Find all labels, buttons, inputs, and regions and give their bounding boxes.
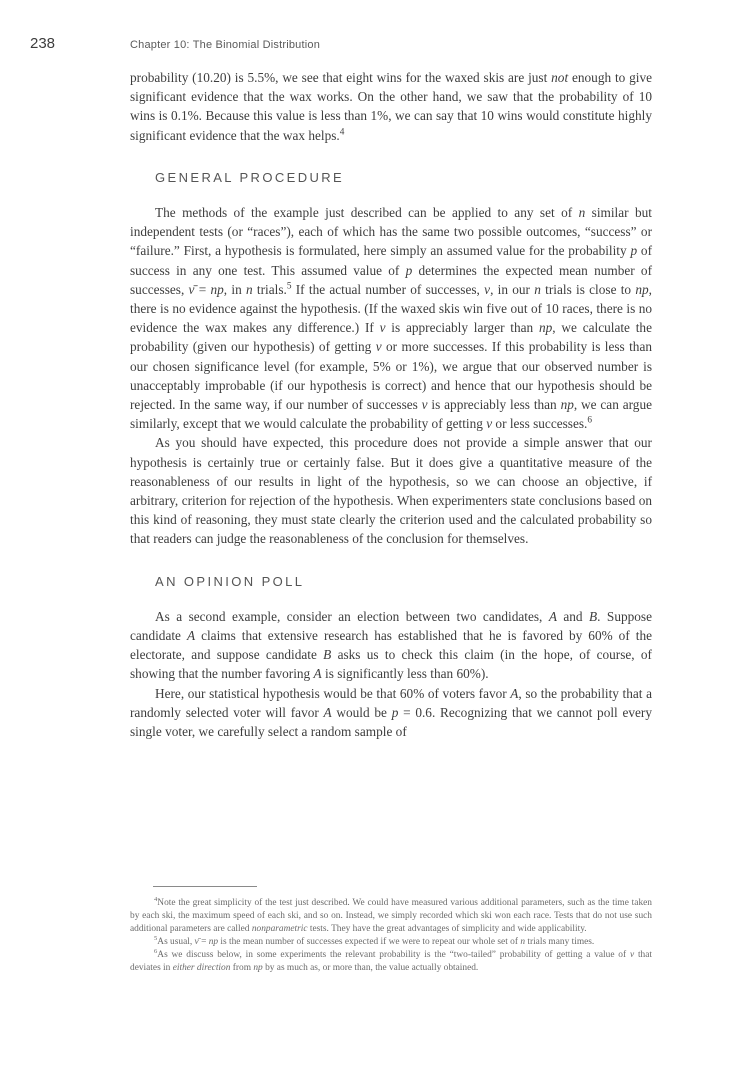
- footnote-ref-4: 4: [339, 127, 345, 138]
- section-heading-general-procedure: GENERAL PROCEDURE: [155, 169, 345, 185]
- section-heading-opinion-poll: AN OPINION POLL: [155, 573, 305, 589]
- chapter-title: Chapter 10: The Binomial Distribution: [130, 39, 321, 51]
- paragraph-5: Here, our statistical hypothesis would be that 60% of voters favor A, so the probability that a randomly selected voter will favor A would be p = 0.6. Recognizing that we cannot poll every single voter, we carefully select a random sample of: [130, 685, 653, 740]
- footnote-ref-5: 5: [286, 281, 292, 292]
- footnote-4: $^4$Note the great simplicity of the test just described. We could have measured various additional parameters, such as the time taken by each ski, the maximum speed of each ski, and so on. Instead, we simply recorded which ski won each race. Tests that do not use such additional parameters are called nonparametric tests. They have the great advantages of simplicity and wide applicability.: [130, 895, 652, 935]
- footnote-rule: [153, 886, 257, 887]
- running-head: [30, 35, 699, 52]
- paragraph-3: As you should have expected, this procedure does not provide a simple answer that our hypothesis is certainly true or certainly false. But it does give a quantitative measure of the reasonableness of our results in light of the hypothesis, so we can choose an objective, if arbitrary, criterion for rejection of the hypothesis. When experimenters state conclusions based on this kind of reasoning, they must state clearly the criterion used and the calculated probability so that readers can judge the reasonableness of the conclusion for themselves.: [130, 435, 652, 547]
- page-number: 238: [30, 35, 56, 52]
- paragraph-4: As a second example, consider an election between two candidates, A and B. Suppose candidate A claims that extensive research has established that he is favored by 60% of the electorate, and suppose candidate B asks us to check this claim (in the hope, of course, of showing that the number favoring A is significantly less than 60%).: [130, 608, 653, 682]
- footnote-5: $^5$As usual, ν̄ = np is the mean number of successes expected if we were to repeat our whole set of n trials many times.: [154, 935, 595, 948]
- body-text: [130, 68, 652, 741]
- footnote-ref-6: 6: [587, 415, 593, 426]
- footnotes: [130, 897, 652, 976]
- footnote-6: $^6$As we discuss below, in some experiments the relevant probability is the “two-tailed” probability of getting a value of ν that deviates in either direction from np by as much as, or more than, the value actually obtained.: [130, 948, 653, 974]
- paragraph-1: probability (10.20) is 5.5%, we see that eight wins for the waxed skis are just not enough to give significant evidence that the wax works. On the other hand, we saw that the probability of 10 wins is 0.1%. Because this value is less than 1%, we can say that 10 wins would constitute highly significant evidence that the wax helps.$^4$: [130, 70, 653, 143]
- paragraph-2: The methods of the example just described can be applied to any set of n similar but independent tests (or “races”), each of which has the same two possible outcomes, “success” or “failure.” First, a hypothesis is formulated, here simply an assumed value for the probability p of success in any one test. This assumed value of p determines the expected mean number of successes, ν̄ = np, in n trials.$^5$ If the actual number of successes, ν, in our n trials is close to np, there is no evidence against the hypothesis. (If the waxed skis win five out of 10 races, there is no evidence the wax makes any difference.) If ν is appreciably larger than np, we calculate the probability (given our hypothesis) of getting ν or more successes. If this probability is less than our chosen significance level (for example, 5% or 1%), we argue that our observed number is unacceptably improbable (if our hypothesis is correct) and hence that our hypothesis should be rejected. In the same way, if our number of successes ν is appreciably less than np, we can argue similarly, except that we would calculate the probability of getting ν or less successes.$^6$: [130, 205, 653, 432]
